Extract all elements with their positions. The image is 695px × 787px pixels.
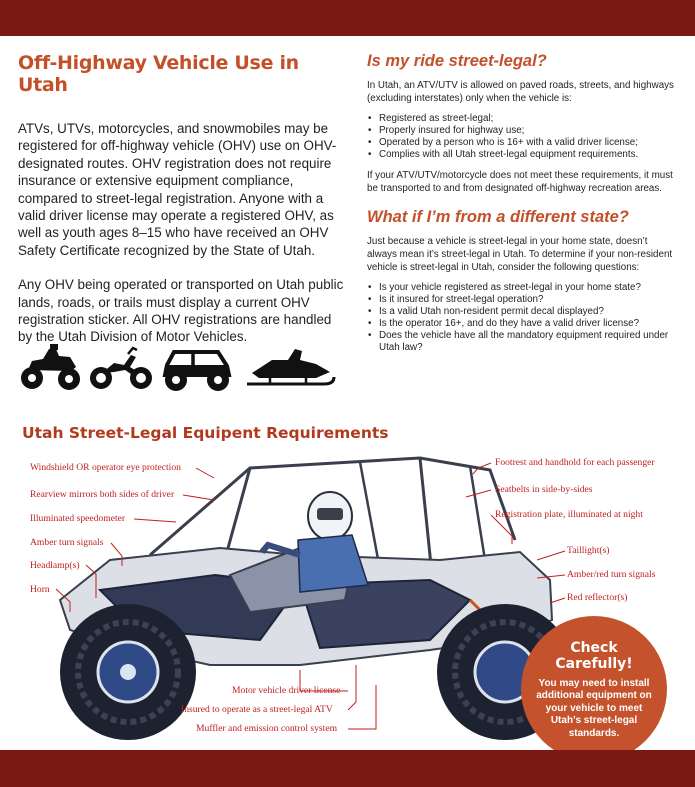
callout-reflectors: Red reflector(s) [567, 592, 628, 603]
check-heading-line-2: Carefully! [555, 656, 633, 672]
check-body: You may need to install additional equipment on your vehicle to meet Utah’s street-legal standards. [536, 678, 652, 739]
callout-windshield: Windshield OR operator eye protection [30, 462, 181, 473]
equipment-heading: Utah Street-Legal Equipent Requirements [22, 424, 389, 442]
check-carefully-badge [521, 616, 667, 762]
check-heading [521, 640, 667, 672]
callout-seatbelts: Seatbelts in side-by-sides [495, 484, 593, 495]
front-wheel [60, 604, 196, 740]
list-item: • Is your vehicle registered as street-legal in your home state? [367, 282, 679, 294]
list-item: • Complies with all Utah street-legal equipment requirements. [367, 149, 679, 161]
other-state-questions [367, 282, 679, 354]
street-legal-list [367, 113, 679, 161]
callout-registration-plate: Registration plate, illuminated at night [495, 509, 643, 520]
list-item: • Registered as street-legal; [367, 113, 679, 125]
page-title: Off-Highway Vehicle Use in Utah [18, 52, 299, 96]
right-column [367, 52, 679, 354]
atv-icon [18, 340, 84, 392]
top-banner [0, 0, 695, 36]
callout-muffler: Muffler and emission control system [196, 723, 338, 734]
street-legal-intro: In Utah, an ATV/UTV is allowed on paved roads, streets, and highways (excluding interstates) only when the vehicle is: [367, 80, 674, 104]
list-item: • Is it insured for street-legal operation? [367, 294, 679, 306]
intro-paragraph-1: ATVs, UTVs, motorcycles, and snowmobiles may be registered for off-highway vehicle (OHV) use on OHV-designated routes. OHV registration does not require insurance or extensive equipment compliance, compared to street-legal registration. Anyone with a valid driver license may operate a registered OHV, as well as youth ages 8–15 who have received an OHV Safety Certificate recognized by the State of Utah. [18, 121, 337, 258]
callout-insurance: Insured to operate as a street-legal ATV [181, 704, 333, 715]
check-heading-line-1: Check [570, 640, 618, 656]
list-item: • Properly insured for highway use; [367, 125, 679, 137]
callout-driver-license: Motor vehicle driver license [232, 685, 341, 696]
callout-turn-signals: Amber/red turn signals [567, 569, 656, 580]
callout-horn: Horn [30, 584, 50, 595]
callout-mirrors: Rearview mirrors both sides of driver [30, 489, 175, 500]
callout-amber-signals: Amber turn signals [30, 537, 104, 548]
other-state-heading: What if I’m from a different state? [367, 208, 629, 227]
snowmobile-icon [244, 340, 336, 392]
callout-taillights: Taillight(s) [567, 545, 610, 556]
street-legal-note: If your ATV/UTV/motorcycle does not meet these requirements, it must be transported to and from designated off-highway recreation areas. [367, 170, 673, 194]
callout-speedometer: Illuminated speedometer [30, 513, 126, 524]
vehicle-icons-row [18, 340, 336, 392]
left-column [18, 52, 348, 346]
list-item: • Does the vehicle have all the mandatory equipment required under Utah law? [367, 330, 679, 354]
other-state-intro: Just because a vehicle is street-legal in your home state, doesn’t always mean it’s street-legal in Utah. To determine if your non-resident vehicle is street-legal in Utah, consider the following questions: [367, 236, 673, 273]
list-item: • Is the operator 16+, and do they have a valid driver license? [367, 318, 679, 330]
list-item: • Is a valid Utah non-resident permit decal displayed? [367, 306, 679, 318]
intro-paragraph-2: Any OHV being operated or transported on Utah public lands, roads, or trails must display a current OHV registration sticker. All OHV registrations are handled by the Utah Division of Motor Vehicles. [18, 277, 344, 345]
street-legal-heading: Is my ride street-legal? [367, 52, 547, 70]
utv-icon [160, 340, 234, 392]
list-item: • Operated by a person who is 16+ with a valid driver license; [367, 137, 679, 149]
motorcycle-icon [88, 340, 154, 392]
callout-headlamps: Headlamp(s) [30, 560, 80, 571]
bottom-banner [0, 750, 695, 787]
callout-footrest: Footrest and handhold for each passenger [495, 457, 655, 468]
